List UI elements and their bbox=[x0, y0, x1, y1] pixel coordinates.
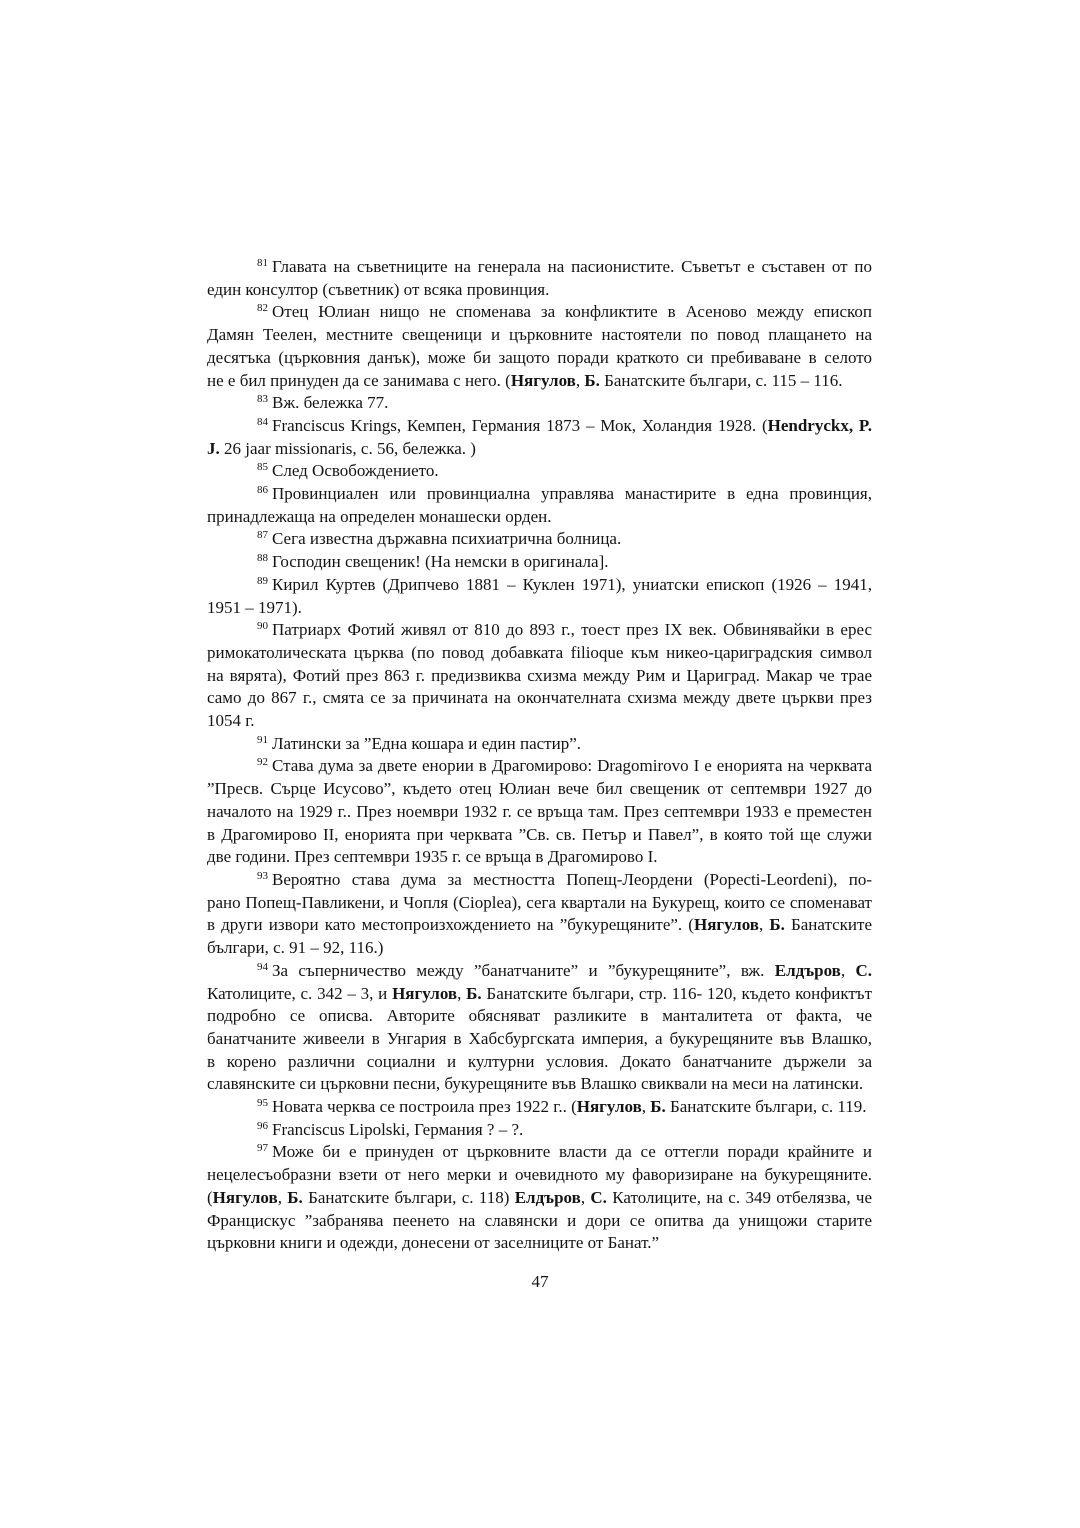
footnote-text: Вероятно става дума за местността Попещ-Леордени (Popecti-Leordeni), по- bbox=[272, 869, 872, 889]
footnote-text: Католиците, с. 342 – 3, и bbox=[207, 983, 393, 1003]
footnote-text: Главата на съветниците на генерала на пасионистите. Съветът е съставен от по bbox=[272, 257, 872, 276]
footnote-line bbox=[207, 619, 872, 642]
footnote-number: 95 bbox=[257, 1097, 268, 1110]
footnote-text: славянските си църковни песни, букурещяните във Влашко свиквали на меси на латински. bbox=[207, 1074, 864, 1094]
footnote-line bbox=[207, 778, 872, 801]
footnote-number: 83 bbox=[257, 393, 268, 406]
footnote-line bbox=[207, 665, 872, 688]
footnote-text: две години. През септември 1935 г. се връща в Драгомирово I. bbox=[207, 847, 658, 867]
citation-author: Б. bbox=[466, 983, 482, 1003]
footnote-number: 92 bbox=[257, 756, 268, 769]
footnote-text: Вж. бележка 77. bbox=[272, 393, 389, 413]
footnote-text: 1054 г. bbox=[207, 711, 255, 731]
footnote-text: Францискус ”забранява пеенето на славянски и дори се опитва да унищожи старите bbox=[207, 1210, 872, 1230]
footnote-text: Банатските българи, с. 115 – 116. bbox=[599, 370, 843, 390]
footnote-81 bbox=[207, 256, 872, 301]
footnote-line bbox=[207, 1051, 872, 1074]
footnote-text: Може би е принуден от църковните власти да се оттегли поради крайните и bbox=[272, 1142, 872, 1162]
footnote-text: Franciscus Lipolski, Германия ? – ?. bbox=[272, 1119, 524, 1139]
footnote-89 bbox=[207, 574, 872, 619]
footnote-text: само до 867 г., смята се за причината на окончателната схизма между двете църкви през bbox=[207, 688, 872, 708]
footnote-text: десятъка (църковния данък), може би защото поради краткото си пребиваване в селото bbox=[207, 347, 872, 367]
footnote-text: рано Попещ-Павликени, и Чопля (Cioplea), сега квартали на Букурещ, които се споменават bbox=[207, 892, 872, 912]
footnote-87 bbox=[207, 528, 872, 551]
footnote-line bbox=[207, 892, 872, 915]
footnote-text: За съперничество между ”банатчаните” и ”букурещяните”, вж. bbox=[272, 960, 775, 980]
footnote-text: Провинциален или провинциална управлява манастирите в една провинция, bbox=[272, 484, 872, 504]
footnote-text: След Освобождението. bbox=[272, 461, 439, 481]
footnote-text: Патриарх Фотий живял от 810 до 893 г., тоест през IX век. Обвинявайки в ерес bbox=[272, 620, 872, 640]
footnote-93 bbox=[207, 869, 872, 960]
footnotes-block bbox=[207, 256, 872, 1255]
footnote-text: църковни книги и одежди, донесени от заселниците от Банат.” bbox=[207, 1233, 660, 1253]
footnote-text: нецелесъобразни взети от него мерки и очевидното му фаворизиране на букурещяните. bbox=[207, 1165, 872, 1185]
footnote-line bbox=[207, 1141, 872, 1164]
footnote-line bbox=[207, 528, 872, 551]
footnote-91 bbox=[207, 733, 872, 756]
footnote-number: 84 bbox=[257, 415, 268, 428]
footnote-line bbox=[207, 710, 872, 733]
footnote-text: , bbox=[641, 1097, 651, 1117]
footnote-text: Латински за ”Една кошара и един пастир”. bbox=[272, 733, 581, 753]
footnote-text: ”Пресв. Сърце Исусово”, където отец Юлиан вече бил свещеник от септември 1927 до bbox=[207, 779, 872, 799]
footnote-text: Господин свещеник! (На немски в оригинала]. bbox=[272, 552, 609, 572]
footnote-82 bbox=[207, 301, 872, 392]
footnote-line bbox=[207, 483, 872, 506]
footnote-line bbox=[207, 1005, 872, 1028]
footnote-text: българи, с. 91 – 92, 116.) bbox=[207, 938, 384, 958]
footnote-line bbox=[207, 1028, 872, 1051]
footnote-text: , bbox=[575, 370, 585, 390]
citation-author: Б. bbox=[287, 1187, 303, 1207]
citation-author: Б. bbox=[584, 370, 600, 390]
footnote-line bbox=[207, 1187, 872, 1210]
footnote-text: Банатските българи, стр. 116- 120, където конфиктът bbox=[481, 983, 872, 1003]
footnote-text: 26 jaar missionaris, с. 56, бележка. ) bbox=[219, 438, 476, 458]
page-number: 47 bbox=[531, 1272, 549, 1291]
footnote-number: 89 bbox=[257, 574, 268, 587]
footnote-text: , bbox=[840, 960, 856, 980]
footnote-line bbox=[207, 983, 872, 1006]
footnote-text: , bbox=[457, 983, 467, 1003]
citation-author: J. bbox=[207, 438, 220, 458]
footnote-number: 90 bbox=[257, 620, 268, 633]
footnote-text: Отец Юлиан нищо не споменава за конфликтите в Асеново между епископ bbox=[272, 302, 872, 322]
footnote-text: ( bbox=[207, 1187, 213, 1207]
footnote-text: подробно се описва. Авторите обясняват разликите в манталитета от факта, че bbox=[207, 1006, 872, 1026]
footnote-line bbox=[207, 1096, 872, 1119]
citation-author: Нягулов bbox=[212, 1187, 278, 1207]
citation-author: Б. bbox=[769, 915, 785, 935]
footnote-text: не е бил принуден да се занимава с него. ( bbox=[207, 370, 511, 390]
footnote-line bbox=[207, 1073, 872, 1096]
footnote-text: , bbox=[580, 1187, 591, 1207]
footnote-text: в други извори като местопроизхождението на ”букурещяните”. ( bbox=[207, 915, 694, 935]
footnote-line bbox=[207, 574, 872, 597]
footnote-text: , bbox=[277, 1187, 288, 1207]
footnote-text: , bbox=[758, 915, 770, 935]
footnote-number: 87 bbox=[257, 529, 268, 542]
footnote-number: 94 bbox=[257, 960, 268, 973]
footnote-number: 97 bbox=[257, 1142, 268, 1155]
footnote-text: Кирил Куртев (Дрипчево 1881 – Куклен 1971), униатски епископ (1926 – 1941, bbox=[272, 574, 872, 594]
footnote-text: един консултор (съветник) от всяка провинция. bbox=[207, 279, 550, 299]
footnote-text: в Драгомирово II, енорията при черквата ”Св. св. Петър и Павел”, в която той ще служи bbox=[207, 824, 872, 844]
footnote-line bbox=[207, 438, 872, 461]
footnote-text: Банатските българи, с. 119. bbox=[665, 1097, 867, 1117]
footnote-text: Новата черква се построила през 1922 г.. ( bbox=[272, 1097, 577, 1117]
footnote-line bbox=[207, 460, 872, 483]
footnote-number: 82 bbox=[257, 302, 268, 315]
footnote-text: Банатските bbox=[784, 915, 872, 935]
footnote-line bbox=[207, 801, 872, 824]
footnote-86 bbox=[207, 483, 872, 528]
footnote-text: принадлежаща на определен монашески орден. bbox=[207, 506, 552, 526]
footnote-number: 85 bbox=[257, 461, 268, 474]
footnote-text: Банатските българи, с. 118) bbox=[302, 1187, 515, 1207]
footnote-text: Католиците, на с. 349 отбелязва, че bbox=[606, 1187, 873, 1207]
footnote-text: Става дума за двете енории в Драгомирово: Dragomirovo I е енорията на черквата bbox=[272, 756, 872, 776]
footnote-line bbox=[207, 324, 872, 347]
footnote-line bbox=[207, 960, 872, 983]
footnote-line bbox=[207, 869, 872, 892]
footnote-line bbox=[207, 1232, 872, 1255]
footnote-text: римокатолическата църква (по повод добавката filioque към никео-цариградския символ bbox=[207, 642, 872, 662]
citation-author: Hendryckx, P. bbox=[767, 415, 872, 435]
footnote-90 bbox=[207, 619, 872, 733]
citation-author: Нягулов bbox=[576, 1097, 642, 1117]
footnote-number: 86 bbox=[257, 484, 268, 497]
footnote-text: 1951 – 1971). bbox=[207, 597, 302, 617]
footnote-number: 88 bbox=[257, 552, 268, 565]
footnote-84 bbox=[207, 415, 872, 460]
footnote-88 bbox=[207, 551, 872, 574]
footnote-text: Franciscus Krings, Кемпен, Германия 1873 – Мок, Холандия 1928. ( bbox=[272, 415, 768, 435]
footnote-line bbox=[207, 415, 872, 438]
footnote-line bbox=[207, 551, 872, 574]
footnote-line bbox=[207, 347, 872, 370]
citation-author: Елдъров bbox=[514, 1187, 581, 1207]
footnote-line bbox=[207, 506, 872, 529]
footnote-number: 93 bbox=[257, 869, 268, 882]
footnote-line bbox=[207, 824, 872, 847]
footnote-92 bbox=[207, 755, 872, 869]
footnote-number: 96 bbox=[257, 1119, 268, 1132]
citation-author: Елдъров bbox=[774, 960, 841, 980]
citation-author: Нягулов bbox=[510, 370, 576, 390]
footnote-line bbox=[207, 687, 872, 710]
footnote-line bbox=[207, 370, 872, 393]
footnote-line bbox=[207, 279, 872, 302]
citation-author: Нягулов bbox=[693, 915, 759, 935]
footnote-line bbox=[207, 914, 872, 937]
footnote-line bbox=[207, 755, 872, 778]
footnote-94 bbox=[207, 960, 872, 1096]
footnote-95 bbox=[207, 1096, 872, 1119]
footnote-line bbox=[207, 642, 872, 665]
footnote-text: Дамян Теелен, местните свещеници и църковните настоятели по повод плащането на bbox=[207, 325, 872, 345]
footnote-line bbox=[207, 1210, 872, 1233]
footnote-number: 81 bbox=[257, 257, 268, 269]
citation-author: Б. bbox=[650, 1097, 666, 1117]
footnote-85 bbox=[207, 460, 872, 483]
citation-author: С. bbox=[590, 1187, 607, 1207]
footnote-line bbox=[207, 733, 872, 756]
footnote-line bbox=[207, 937, 872, 960]
footnote-line bbox=[207, 846, 872, 869]
citation-author: С. bbox=[855, 960, 873, 980]
footnote-line bbox=[207, 301, 872, 324]
footnote-text: Сега известна държавна психиатрична болница. bbox=[272, 529, 622, 549]
footnote-number: 91 bbox=[257, 733, 268, 746]
footnote-text: началото на 1929 г.. През ноември 1932 г. се връща там. През септември 1933 е преместен bbox=[207, 801, 872, 821]
footnote-text: в корено различни социални и културни условия. Докато банатчаните държели за bbox=[207, 1051, 872, 1071]
footnote-line bbox=[207, 256, 872, 279]
footnote-line bbox=[207, 1164, 872, 1187]
footnote-text: на вярята), Фотий през 863 г. предизвиква схизма между Рим и Цариград. Макар че трае bbox=[207, 665, 872, 685]
footnote-97 bbox=[207, 1141, 872, 1255]
footnote-96 bbox=[207, 1119, 872, 1142]
footnote-line bbox=[207, 597, 872, 620]
footnote-text: банатчаните живеели в Унгария в Хабсбургската империя, а букурещяните във Влашко, bbox=[207, 1028, 872, 1048]
footnote-line bbox=[207, 392, 872, 415]
footnote-83 bbox=[207, 392, 872, 415]
footnote-line bbox=[207, 1119, 872, 1142]
citation-author: Нягулов bbox=[392, 983, 458, 1003]
